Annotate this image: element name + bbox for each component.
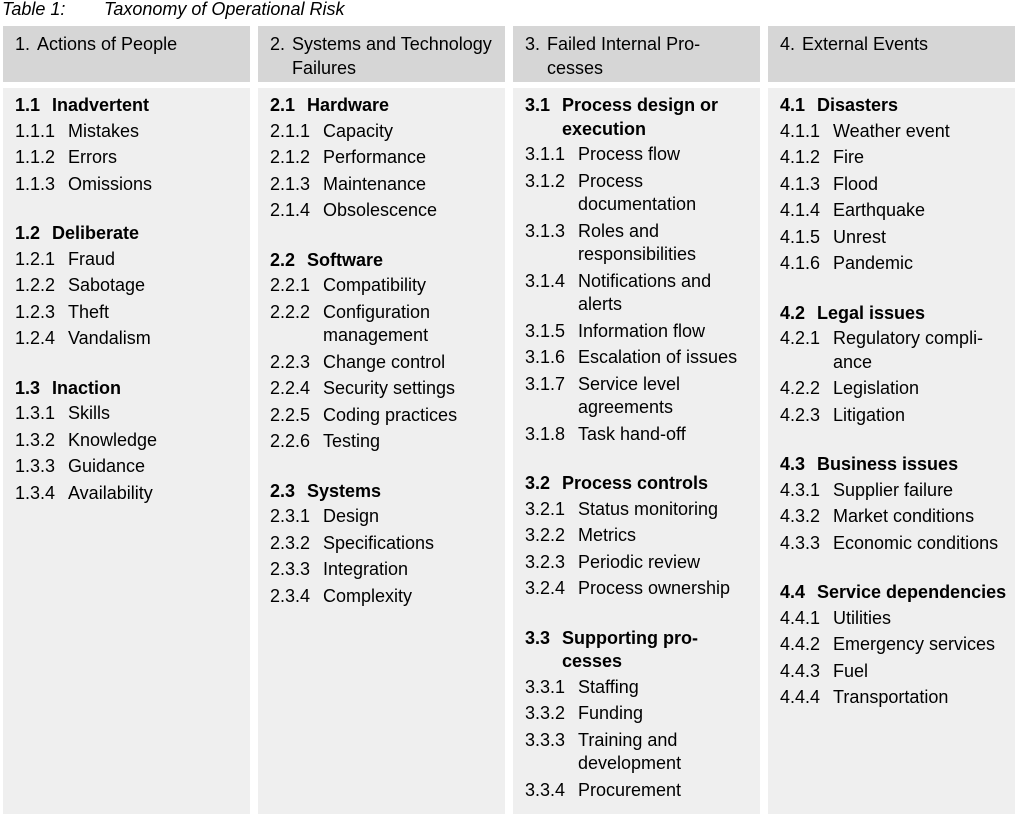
column-4	[768, 26, 1015, 814]
item-number: 2.1.2	[270, 147, 311, 167]
list-item	[15, 429, 246, 453]
list-item	[525, 676, 756, 700]
category-title: Deliberate	[52, 223, 140, 243]
list-item	[525, 320, 756, 344]
column-body	[513, 88, 760, 814]
column-title: Actions of People	[37, 34, 178, 54]
item-number: 2.3.4	[270, 585, 311, 606]
category-title: Inaction	[52, 377, 122, 398]
column-title: External Events	[802, 34, 929, 54]
item-text: Periodic review	[578, 551, 701, 572]
list-item	[780, 532, 1011, 556]
list-item	[525, 220, 756, 267]
list-item	[15, 248, 246, 272]
item-text: Status monitoring	[578, 498, 719, 519]
category-title: Software	[307, 249, 384, 270]
item-number: 4.3.3	[780, 532, 821, 553]
column-number: 3.	[525, 34, 541, 54]
list-item	[525, 423, 756, 447]
item-text: Market conditions	[833, 506, 975, 526]
list-item	[270, 301, 501, 348]
column-2	[258, 26, 505, 814]
item-number: 4.3.2	[780, 506, 821, 526]
category-heading	[780, 581, 1011, 605]
list-item	[525, 170, 756, 217]
list-item	[525, 498, 756, 522]
item-number: 1.1.3	[15, 173, 56, 194]
item-number: 2.2.6	[270, 431, 311, 451]
item-text: Weather event	[833, 120, 950, 141]
item-number: 3.3.3	[525, 729, 566, 750]
item-text: Sabotage	[68, 275, 146, 295]
item-text: Guidance	[68, 456, 146, 476]
item-number: 4.1.2	[780, 147, 821, 167]
item-text: Staffing	[578, 676, 639, 697]
item-text: Maintenance	[323, 173, 427, 194]
category-heading	[15, 94, 246, 118]
item-number: 3.1.1	[525, 144, 566, 164]
list-item	[270, 120, 501, 144]
list-item	[780, 327, 1011, 374]
item-text: Performance	[323, 147, 427, 167]
item-number: 3.2.1	[525, 498, 566, 519]
item-number: 4.1.4	[780, 200, 821, 220]
item-number: 4.1.6	[780, 253, 821, 273]
category-group	[15, 94, 246, 196]
category-title: Inadvertent	[52, 95, 150, 115]
item-text: Roles and responsibilities	[578, 220, 697, 264]
item-text: Omissions	[68, 173, 153, 194]
item-number: 3.1.6	[525, 347, 566, 367]
list-item	[270, 274, 501, 298]
item-text: Funding	[578, 703, 644, 723]
category-heading	[525, 472, 756, 496]
item-number: 1.1.1	[15, 120, 56, 141]
category-number: 1.3	[15, 377, 41, 398]
category-number: 3.3	[525, 627, 551, 648]
item-text: Complexity	[323, 585, 413, 606]
list-item	[270, 173, 501, 197]
list-item	[15, 146, 246, 170]
item-text: Transportation	[833, 687, 949, 707]
item-number: 2.1.4	[270, 200, 311, 220]
list-item	[780, 120, 1011, 144]
list-item	[780, 607, 1011, 631]
item-number: 2.2.3	[270, 351, 311, 372]
column-header	[768, 26, 1015, 82]
item-text: Legislation	[833, 378, 920, 398]
list-item	[270, 585, 501, 609]
item-number: 4.2.2	[780, 378, 821, 398]
list-item	[780, 479, 1011, 503]
item-number: 2.3.3	[270, 559, 311, 579]
category-number: 1.1	[15, 95, 41, 115]
category-title: Disasters	[817, 95, 899, 115]
item-text: Litigation	[833, 404, 906, 425]
item-number: 2.2.1	[270, 275, 311, 295]
item-number: 2.2.2	[270, 301, 311, 322]
list-item	[270, 532, 501, 556]
column-3	[513, 26, 760, 814]
item-number: 4.1.3	[780, 173, 821, 194]
item-text: Security settings	[323, 378, 456, 398]
item-text: Design	[323, 506, 380, 526]
category-title: Service dependencies	[817, 582, 1007, 602]
item-number: 4.1.1	[780, 120, 821, 141]
item-text: Utilities	[833, 607, 892, 628]
category-group	[15, 377, 246, 506]
list-item	[525, 346, 756, 370]
list-item	[525, 779, 756, 803]
column-1	[3, 26, 250, 814]
list-item	[525, 524, 756, 548]
table-number: Table 1:	[2, 0, 66, 19]
item-number: 3.3.2	[525, 703, 566, 723]
item-number: 1.2.2	[15, 275, 56, 295]
item-text: Emergency services	[833, 634, 996, 654]
item-text: Information flow	[578, 320, 706, 341]
list-item	[780, 377, 1011, 401]
category-title: Business issues	[817, 454, 959, 474]
column-header	[513, 26, 760, 82]
item-number: 3.1.5	[525, 320, 566, 341]
category-number: 2.1	[270, 95, 296, 115]
item-number: 1.3.2	[15, 429, 56, 450]
item-text: Fraud	[68, 248, 116, 269]
item-text: Mistakes	[68, 120, 140, 141]
item-number: 3.2.4	[525, 578, 566, 598]
item-text: Knowledge	[68, 429, 158, 450]
list-item	[270, 430, 501, 454]
category-group	[780, 94, 1011, 276]
category-heading	[780, 94, 1011, 118]
category-number: 3.2	[525, 473, 551, 493]
list-item	[15, 173, 246, 197]
category-number: 3.1	[525, 95, 551, 115]
item-text: Regulatory compli-ance	[833, 328, 984, 372]
category-heading	[15, 222, 246, 246]
item-number: 1.3.3	[15, 456, 56, 476]
column-header	[3, 26, 250, 82]
item-number: 1.2.4	[15, 328, 56, 348]
item-number: 4.4.1	[780, 607, 821, 628]
category-number: 4.3	[780, 454, 806, 474]
table-title: Taxonomy of Operational Risk	[104, 0, 345, 19]
list-item	[15, 301, 246, 325]
item-number: 2.2.4	[270, 378, 311, 398]
item-text: Coding practices	[323, 404, 458, 425]
category-title: Supporting pro-cesses	[562, 627, 698, 671]
list-item	[15, 402, 246, 426]
list-item	[15, 274, 246, 298]
category-heading	[780, 453, 1011, 477]
category-number: 1.2	[15, 223, 41, 243]
item-number: 1.2.1	[15, 248, 56, 269]
item-number: 3.1.4	[525, 270, 566, 291]
column-number: 1.	[15, 34, 31, 54]
item-text: Notifications and alerts	[578, 270, 712, 314]
item-text: Compatibility	[323, 275, 427, 295]
item-number: 2.1.3	[270, 173, 311, 194]
list-item	[780, 146, 1011, 170]
item-text: Availability	[68, 482, 153, 503]
item-number: 3.3.4	[525, 779, 566, 800]
item-number: 2.3.1	[270, 506, 311, 526]
category-group	[525, 627, 756, 803]
item-number: 2.1.1	[270, 120, 311, 141]
item-text: Metrics	[578, 525, 636, 545]
list-item	[270, 505, 501, 529]
item-number: 1.2.3	[15, 301, 56, 322]
item-number: 2.3.2	[270, 532, 311, 553]
list-item	[780, 226, 1011, 250]
category-number: 2.3	[270, 480, 296, 501]
item-text: Service level agreements	[578, 373, 681, 417]
list-item	[780, 633, 1011, 657]
item-text: Obsolescence	[323, 200, 438, 220]
category-heading	[525, 627, 756, 674]
item-number: 1.3.4	[15, 482, 56, 503]
item-text: Process flow	[578, 144, 681, 164]
list-item	[780, 173, 1011, 197]
item-text: Training and development	[578, 729, 682, 773]
item-text: Process documentation	[578, 170, 697, 214]
item-text: Change control	[323, 351, 446, 372]
item-text: Skills	[68, 403, 111, 423]
list-item	[525, 551, 756, 575]
item-text: Flood	[833, 173, 879, 194]
item-text: Earthquake	[833, 200, 926, 220]
item-text: Errors	[68, 147, 117, 167]
category-number: 4.2	[780, 302, 806, 323]
item-number: 3.1.7	[525, 373, 566, 394]
item-text: Escalation of issues	[578, 347, 738, 367]
item-text: Economic conditions	[833, 532, 999, 553]
item-text: Supplier failure	[833, 479, 954, 500]
list-item	[780, 686, 1011, 710]
item-number: 3.2.2	[525, 525, 566, 545]
category-group	[270, 480, 501, 609]
category-group	[780, 302, 1011, 428]
category-group	[270, 94, 501, 223]
list-item	[525, 702, 756, 726]
list-item	[780, 404, 1011, 428]
item-text: Specifications	[323, 532, 435, 553]
item-number: 4.4.3	[780, 660, 821, 681]
column-header	[258, 26, 505, 82]
table-caption	[2, 0, 344, 20]
category-title: Process design or execution	[562, 95, 719, 139]
item-number: 4.1.5	[780, 226, 821, 247]
category-title: Legal issues	[817, 302, 926, 323]
item-number: 3.1.3	[525, 220, 566, 241]
list-item	[525, 729, 756, 776]
category-group	[780, 453, 1011, 555]
category-title: Hardware	[307, 95, 390, 115]
item-text: Capacity	[323, 120, 394, 141]
list-item	[15, 455, 246, 479]
category-heading	[270, 94, 501, 118]
category-group	[525, 94, 756, 446]
list-item	[525, 577, 756, 601]
list-item	[15, 327, 246, 351]
list-item	[270, 404, 501, 428]
category-number: 4.4	[780, 582, 806, 602]
list-item	[270, 199, 501, 223]
item-text: Vandalism	[68, 328, 151, 348]
column-body	[768, 88, 1015, 814]
item-number: 4.2.3	[780, 404, 821, 425]
list-item	[15, 120, 246, 144]
item-number: 4.4.4	[780, 687, 821, 707]
item-number: 1.1.2	[15, 147, 56, 167]
list-item	[780, 199, 1011, 223]
item-number: 1.3.1	[15, 403, 56, 423]
item-number: 3.1.8	[525, 423, 566, 444]
list-item	[525, 270, 756, 317]
category-number: 2.2	[270, 249, 296, 270]
column-number: 2.	[270, 34, 286, 54]
item-text: Process ownership	[578, 578, 731, 598]
item-text: Procurement	[578, 779, 682, 800]
list-item	[525, 373, 756, 420]
category-title: Process controls	[562, 473, 709, 493]
category-number: 4.1	[780, 95, 806, 115]
category-heading	[525, 94, 756, 141]
category-heading	[270, 249, 501, 273]
category-title: Systems	[307, 480, 382, 501]
item-text: Testing	[323, 431, 381, 451]
item-text: Fire	[833, 147, 864, 167]
item-text: Fuel	[833, 660, 869, 681]
item-text: Pandemic	[833, 253, 914, 273]
list-item	[270, 558, 501, 582]
item-number: 4.3.1	[780, 479, 821, 500]
list-item	[525, 143, 756, 167]
item-text: Theft	[68, 301, 110, 322]
column-title: Failed Internal Pro-cesses	[547, 34, 701, 78]
item-number: 4.2.1	[780, 328, 821, 348]
column-title: Systems and Technology Failures	[292, 34, 492, 78]
category-group	[270, 249, 501, 454]
item-number: 4.4.2	[780, 634, 821, 654]
item-number: 3.3.1	[525, 676, 566, 697]
item-text: Unrest	[833, 226, 887, 247]
list-item	[780, 505, 1011, 529]
category-group	[525, 472, 756, 601]
category-group	[15, 222, 246, 351]
list-item	[780, 660, 1011, 684]
item-text: Integration	[323, 559, 409, 579]
column-number: 4.	[780, 34, 796, 54]
list-item	[270, 377, 501, 401]
category-heading	[780, 302, 1011, 326]
list-item	[270, 146, 501, 170]
list-item	[780, 252, 1011, 276]
list-item	[15, 482, 246, 506]
column-body	[258, 88, 505, 814]
item-number: 2.2.5	[270, 404, 311, 425]
list-item	[270, 351, 501, 375]
item-text: Task hand-off	[578, 423, 686, 444]
category-heading	[15, 377, 246, 401]
category-heading	[270, 480, 501, 504]
item-text: Configuration management	[323, 301, 431, 345]
column-body	[3, 88, 250, 814]
item-number: 3.1.2	[525, 170, 566, 191]
item-number: 3.2.3	[525, 551, 566, 572]
category-group	[780, 581, 1011, 710]
